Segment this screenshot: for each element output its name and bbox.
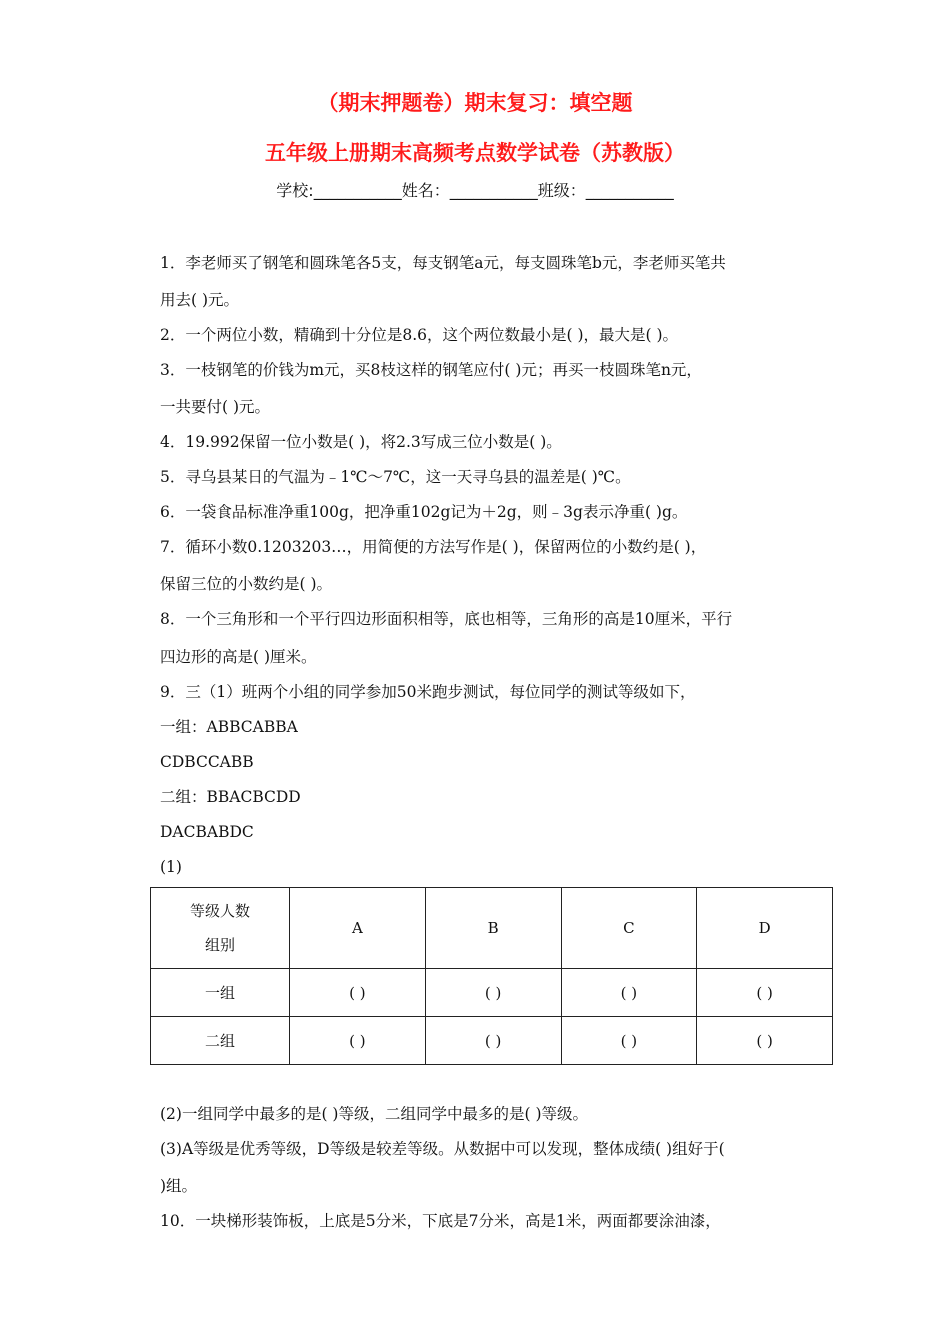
title-main: （期末押题卷）期末复习：填空题 — [317, 91, 633, 115]
question-9-group1-b: CDBCCABB — [160, 753, 254, 771]
grade-header-c: C — [561, 888, 697, 969]
header-grade-count: 等级人数 — [189, 902, 250, 920]
header-group: 组别 — [204, 936, 235, 954]
question-3-line-2: 一共要付( )元。 — [160, 398, 271, 416]
question-4-line-1: 4．19.992保留一位小数是( )，将2.3写成三位小数是( )。 — [160, 433, 562, 451]
question-9-line-1: 9．三（1）班两个小组的同学参加50米跑步测试，每位同学的测试等级如下， — [160, 683, 696, 701]
table-row — [151, 1017, 833, 1065]
answer-blank: ( ) — [561, 1017, 697, 1065]
question-9-part1-label: (1) — [160, 858, 182, 876]
question-1-line-2: 用去( )元。 — [160, 291, 240, 309]
answer-blank: ( ) — [697, 969, 833, 1017]
grade-count-table — [150, 887, 833, 1065]
question-2-line-1: 2．一个两位小数，精确到十分位是8.6，这个两位数最小是( )，最大是( )。 — [160, 326, 679, 344]
answer-blank: ( ) — [290, 969, 426, 1017]
row-label: 二组 — [151, 1017, 290, 1065]
question-9-part2: (2)一组同学中最多的是( )等级，二组同学中最多的是( )等级。 — [160, 1105, 589, 1123]
question-7-line-2: 保留三位的小数约是( )。 — [160, 575, 333, 593]
question-7-line-1: 7．循环小数0.1203203…，用简便的方法写作是( )，保留两位的小数约是( )， — [160, 538, 707, 556]
grade-header-d: D — [697, 888, 833, 969]
question-8-line-1: 8．一个三角形和一个平行四边形面积相等，底也相等，三角形的高是10厘米，平行 — [160, 610, 733, 628]
question-9-group2-b: DACBABDC — [160, 823, 254, 841]
answer-blank: ( ) — [290, 1017, 426, 1065]
question-5-line-1: 5．寻乌县某日的气温为﹣1℃～7℃，这一天寻乌县的温差是( )℃。 — [160, 468, 631, 486]
question-9-part3-line-1: (3)A等级是优秀等级，D等级是较差等级。从数据中可以发现，整体成绩( )组好于( — [160, 1140, 725, 1158]
question-10-line-1: 10．一块梯形装饰板，上底是5分米，下底是7分米，高是1米，两面都要涂油漆， — [160, 1212, 721, 1230]
answer-blank: ( ) — [425, 969, 561, 1017]
question-8-line-2: 四边形的高是( )厘米。 — [160, 648, 317, 666]
question-6-line-1: 6．一袋食品标准净重100g，把净重102g记为＋2g，则﹣3g表示净重( )g。 — [160, 503, 688, 521]
student-info-line: 学校:___________姓名：___________班级：___________ — [276, 181, 674, 200]
answer-blank: ( ) — [425, 1017, 561, 1065]
table-corner-header — [151, 888, 290, 969]
grade-header-b: B — [425, 888, 561, 969]
row-label: 一组 — [151, 969, 290, 1017]
question-9-group1-a: 一组：ABBCABBA — [160, 718, 298, 736]
table-header-row — [151, 888, 833, 969]
question-1-line-1: 1．李老师买了钢笔和圆珠笔各5支，每支钢笔a元，每支圆珠笔b元，李老师买笔共 — [160, 254, 726, 272]
answer-blank: ( ) — [697, 1017, 833, 1065]
answer-blank: ( ) — [561, 969, 697, 1017]
grade-header-a: A — [290, 888, 426, 969]
question-9-group2-a: 二组：BBACBCDD — [160, 788, 301, 806]
table-row — [151, 969, 833, 1017]
question-9-part3-line-2: )组。 — [160, 1177, 198, 1195]
title-sub: 五年级上册期末高频考点数学试卷（苏教版） — [265, 141, 685, 165]
question-3-line-1: 3．一枝钢笔的价钱为m元，买8枝这样的钢笔应付( )元；再买一枝圆珠笔n元， — [160, 361, 702, 379]
